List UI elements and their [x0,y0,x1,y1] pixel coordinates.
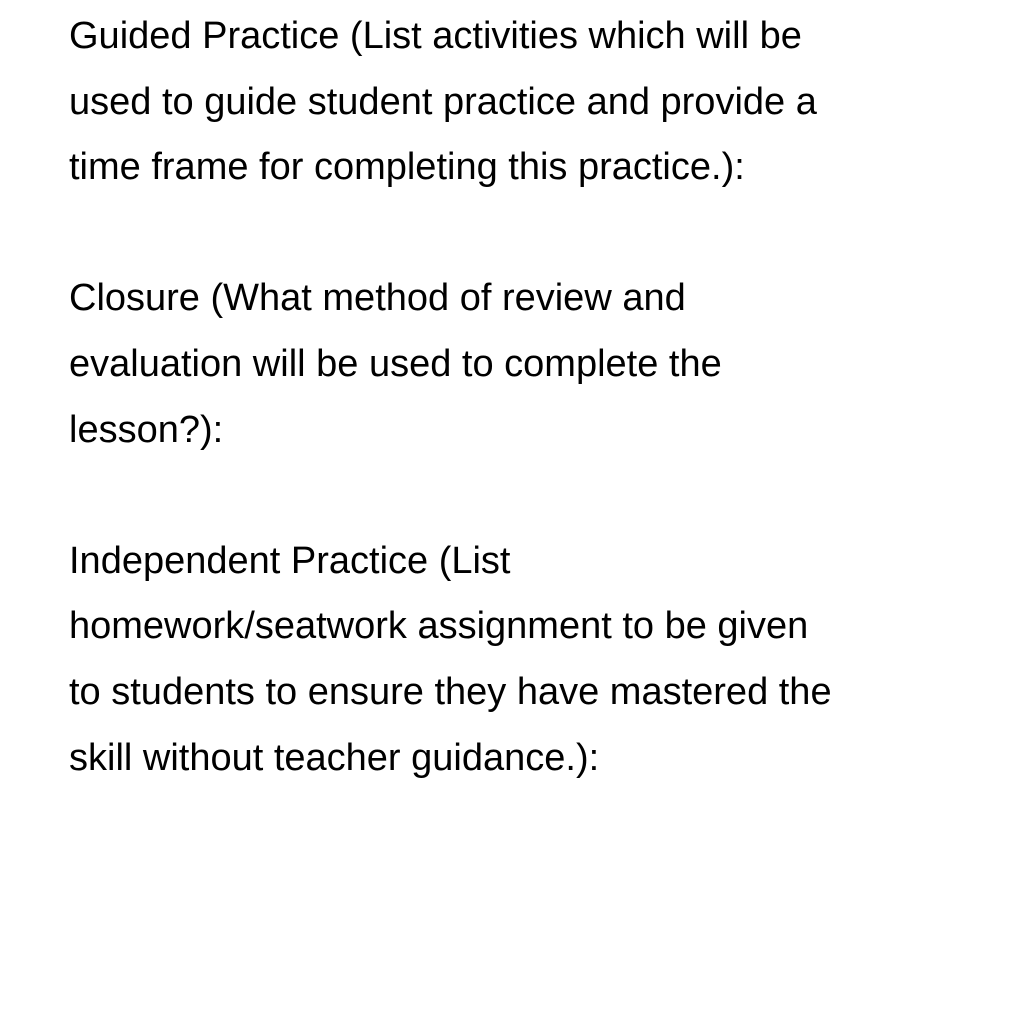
guided-practice-line-2: used to guide student practice and provide a [69,80,817,123]
independent-practice-line-1: Independent Practice (List [69,539,511,582]
independent-practice-line-4: skill without teacher guidance.): [69,736,600,779]
independent-practice-line-3: to students to ensure they have mastered the [69,670,832,713]
closure-line-2: evaluation will be used to complete the [69,342,722,385]
section-spacer [69,201,969,267]
independent-practice-line-2: homework/seatwork assignment to be given [69,605,809,648]
closure-line-3: lesson?): [69,408,224,451]
guided-practice-line-3: time frame for completing this practice.): [69,146,745,189]
guided-practice-line-1: Guided Practice (List activities which will be [69,15,802,57]
closure-section [69,266,969,463]
document-body [69,4,969,791]
guided-practice-section [69,4,969,201]
closure-line-1: Closure (What method of review and [69,277,686,320]
section-spacer [69,463,969,529]
independent-practice-section [69,529,969,791]
